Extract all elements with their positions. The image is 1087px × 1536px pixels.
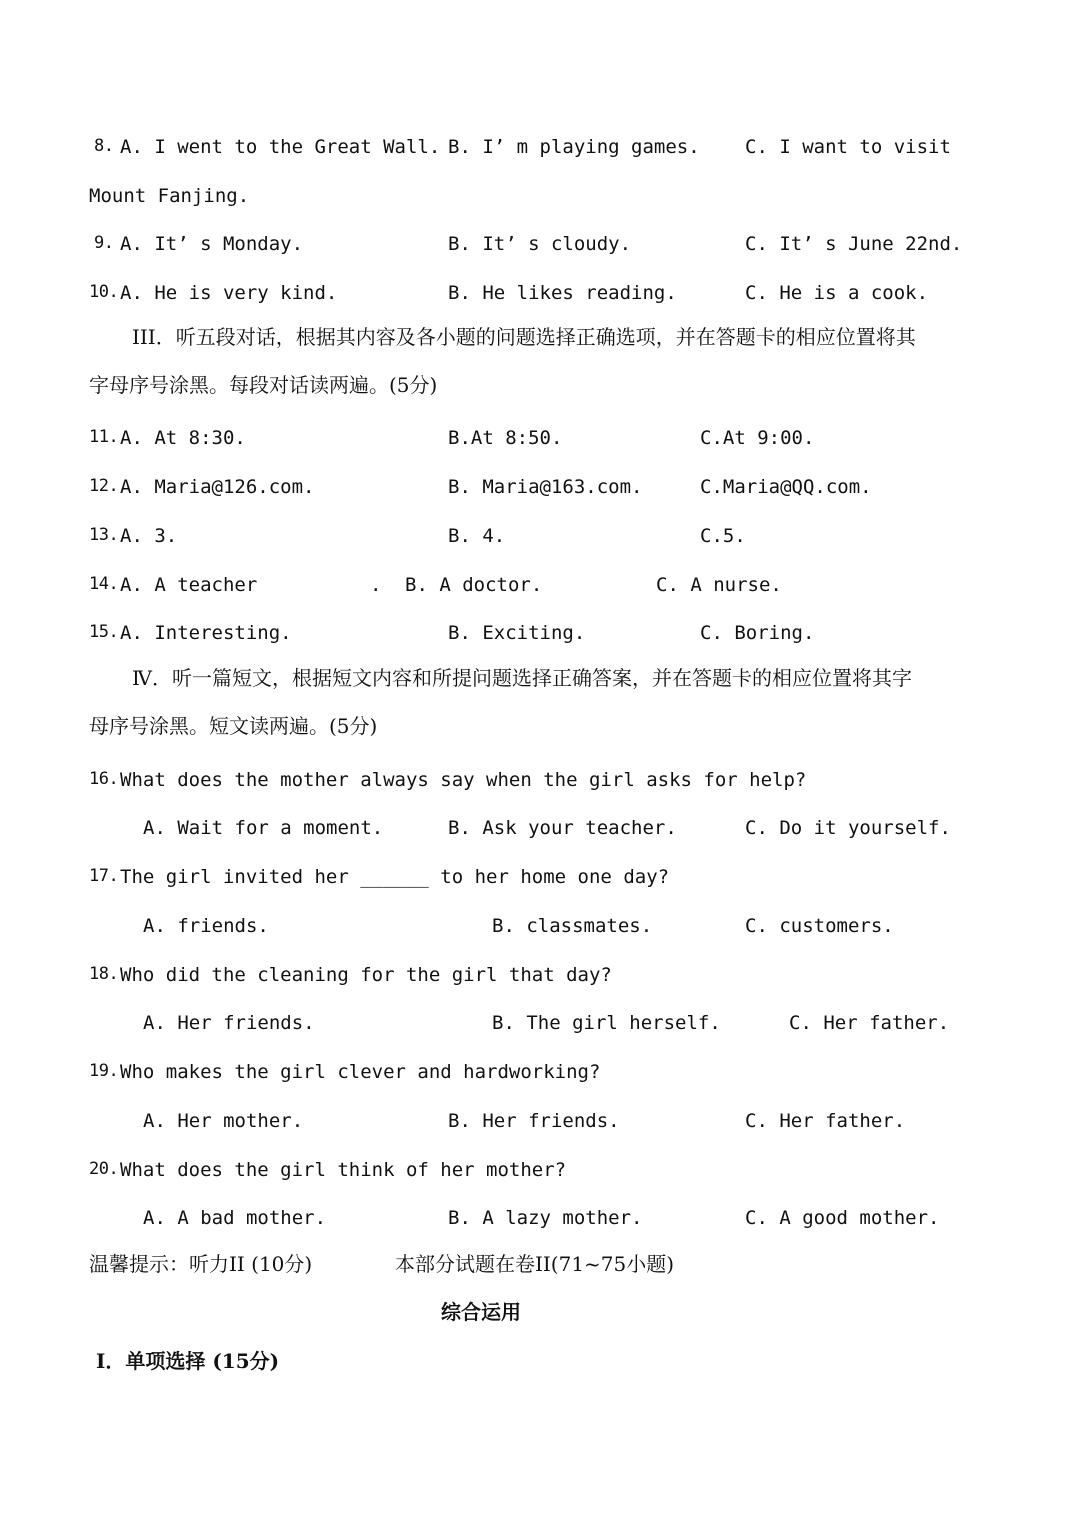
option-b: B. Her friends. [448, 1110, 620, 1132]
option-c-continued: Mount Fanjing. [89, 185, 250, 207]
section-3-instructions-line1: III．听五段对话，根据其内容及各小题的问题选择正确选项，并在答题卡的相应位置将其 [132, 325, 916, 349]
question-number: 9. [94, 233, 114, 253]
option-a: A. Interesting. [120, 622, 292, 644]
question-number: 20. [89, 1159, 119, 1179]
option-c: C. customers. [745, 915, 894, 937]
option-a: A. 3. [120, 525, 178, 547]
option-c: C.Maria@QQ.com. [700, 476, 872, 498]
question-text: Who makes the girl clever and hardworking? [120, 1061, 601, 1083]
option-a: A. Wait for a moment. [143, 817, 384, 839]
option-b: B. He likes reading. [448, 282, 677, 304]
option-c: C.At 9:00. [700, 427, 815, 449]
option-c: C. Her father. [745, 1110, 906, 1132]
question-number: 13. [89, 525, 119, 545]
option-c: C. I want to visit [745, 136, 951, 158]
option-c: C. He is a cook. [745, 282, 929, 304]
question-text: The girl invited her ______ to her home one day? [120, 866, 670, 888]
option-a: A. It’ s Monday. [120, 233, 304, 255]
section-4-instructions-line1: Ⅳ．听一篇短文，根据短文内容和所提问题选择正确答案，并在答题卡的相应位置将其字 [132, 666, 912, 690]
question-text: What does the girl think of her mother? [120, 1159, 567, 1181]
tip-label: 温馨提示：听力II (10分) [89, 1252, 313, 1276]
option-a: A. Her mother. [143, 1110, 304, 1132]
option-b: B. The girl herself. [492, 1012, 721, 1034]
option-b: B. A lazy mother. [448, 1207, 643, 1229]
question-number: 18. [89, 964, 119, 984]
option-a: A. He is very kind. [120, 282, 338, 304]
section-i-title: I．单项选择 (15分) [96, 1349, 280, 1373]
option-b: B. classmates. [492, 915, 653, 937]
option-a: A. A teacher [120, 574, 258, 596]
question-number: 14. [89, 574, 119, 594]
option-b: B.At 8:50. [448, 427, 563, 449]
question-number: 16. [89, 769, 119, 789]
option-c: C. Her father. [789, 1012, 950, 1034]
option-b: B. Ask your teacher. [448, 817, 677, 839]
option-c: C. Boring. [700, 622, 815, 644]
option-a: A. A bad mother. [143, 1207, 327, 1229]
question-text: Who did the cleaning for the girl that day? [120, 964, 612, 986]
question-number: 8. [94, 136, 114, 156]
section-4-instructions-line2: 母序号涂黑。短文读两遍。(5分) [89, 714, 378, 738]
option-c: C.5. [700, 525, 746, 547]
question-number: 15. [89, 622, 119, 642]
section-heading: 综合运用 [441, 1300, 521, 1324]
option-b: B. Maria@163.com. [448, 476, 643, 498]
tip-note: 本部分试题在卷II(71~75小题) [395, 1252, 675, 1276]
option-a: A. Her friends. [143, 1012, 315, 1034]
option-b: B. Exciting. [448, 622, 586, 644]
option-a: A. I went to the Great Wall. [120, 136, 441, 158]
question-number: 12. [89, 476, 119, 496]
option-a: A. At 8:30. [120, 427, 246, 449]
option-c: C. A nurse. [656, 574, 782, 596]
stray-period: . [370, 574, 382, 596]
question-number: 19. [89, 1061, 119, 1081]
option-c: C. A good mother. [745, 1207, 940, 1229]
question-number: 10. [89, 282, 119, 302]
question-number: 17. [89, 866, 119, 886]
option-a: A. Maria@126.com. [120, 476, 315, 498]
question-text: What does the mother always say when the girl asks for help? [120, 769, 807, 791]
option-c: C. Do it yourself. [745, 817, 951, 839]
option-b: B. It’ s cloudy. [448, 233, 632, 255]
section-3-instructions-line2: 字母序号涂黑。每段对话读两遍。(5分) [89, 373, 438, 397]
option-b: B. 4. [448, 525, 506, 547]
option-b: B. I’ m playing games. [448, 136, 700, 158]
option-a: A. friends. [143, 915, 269, 937]
option-c: C. It’ s June 22nd. [745, 233, 963, 255]
question-number: 11. [89, 427, 119, 447]
option-b: B. A doctor. [405, 574, 543, 596]
